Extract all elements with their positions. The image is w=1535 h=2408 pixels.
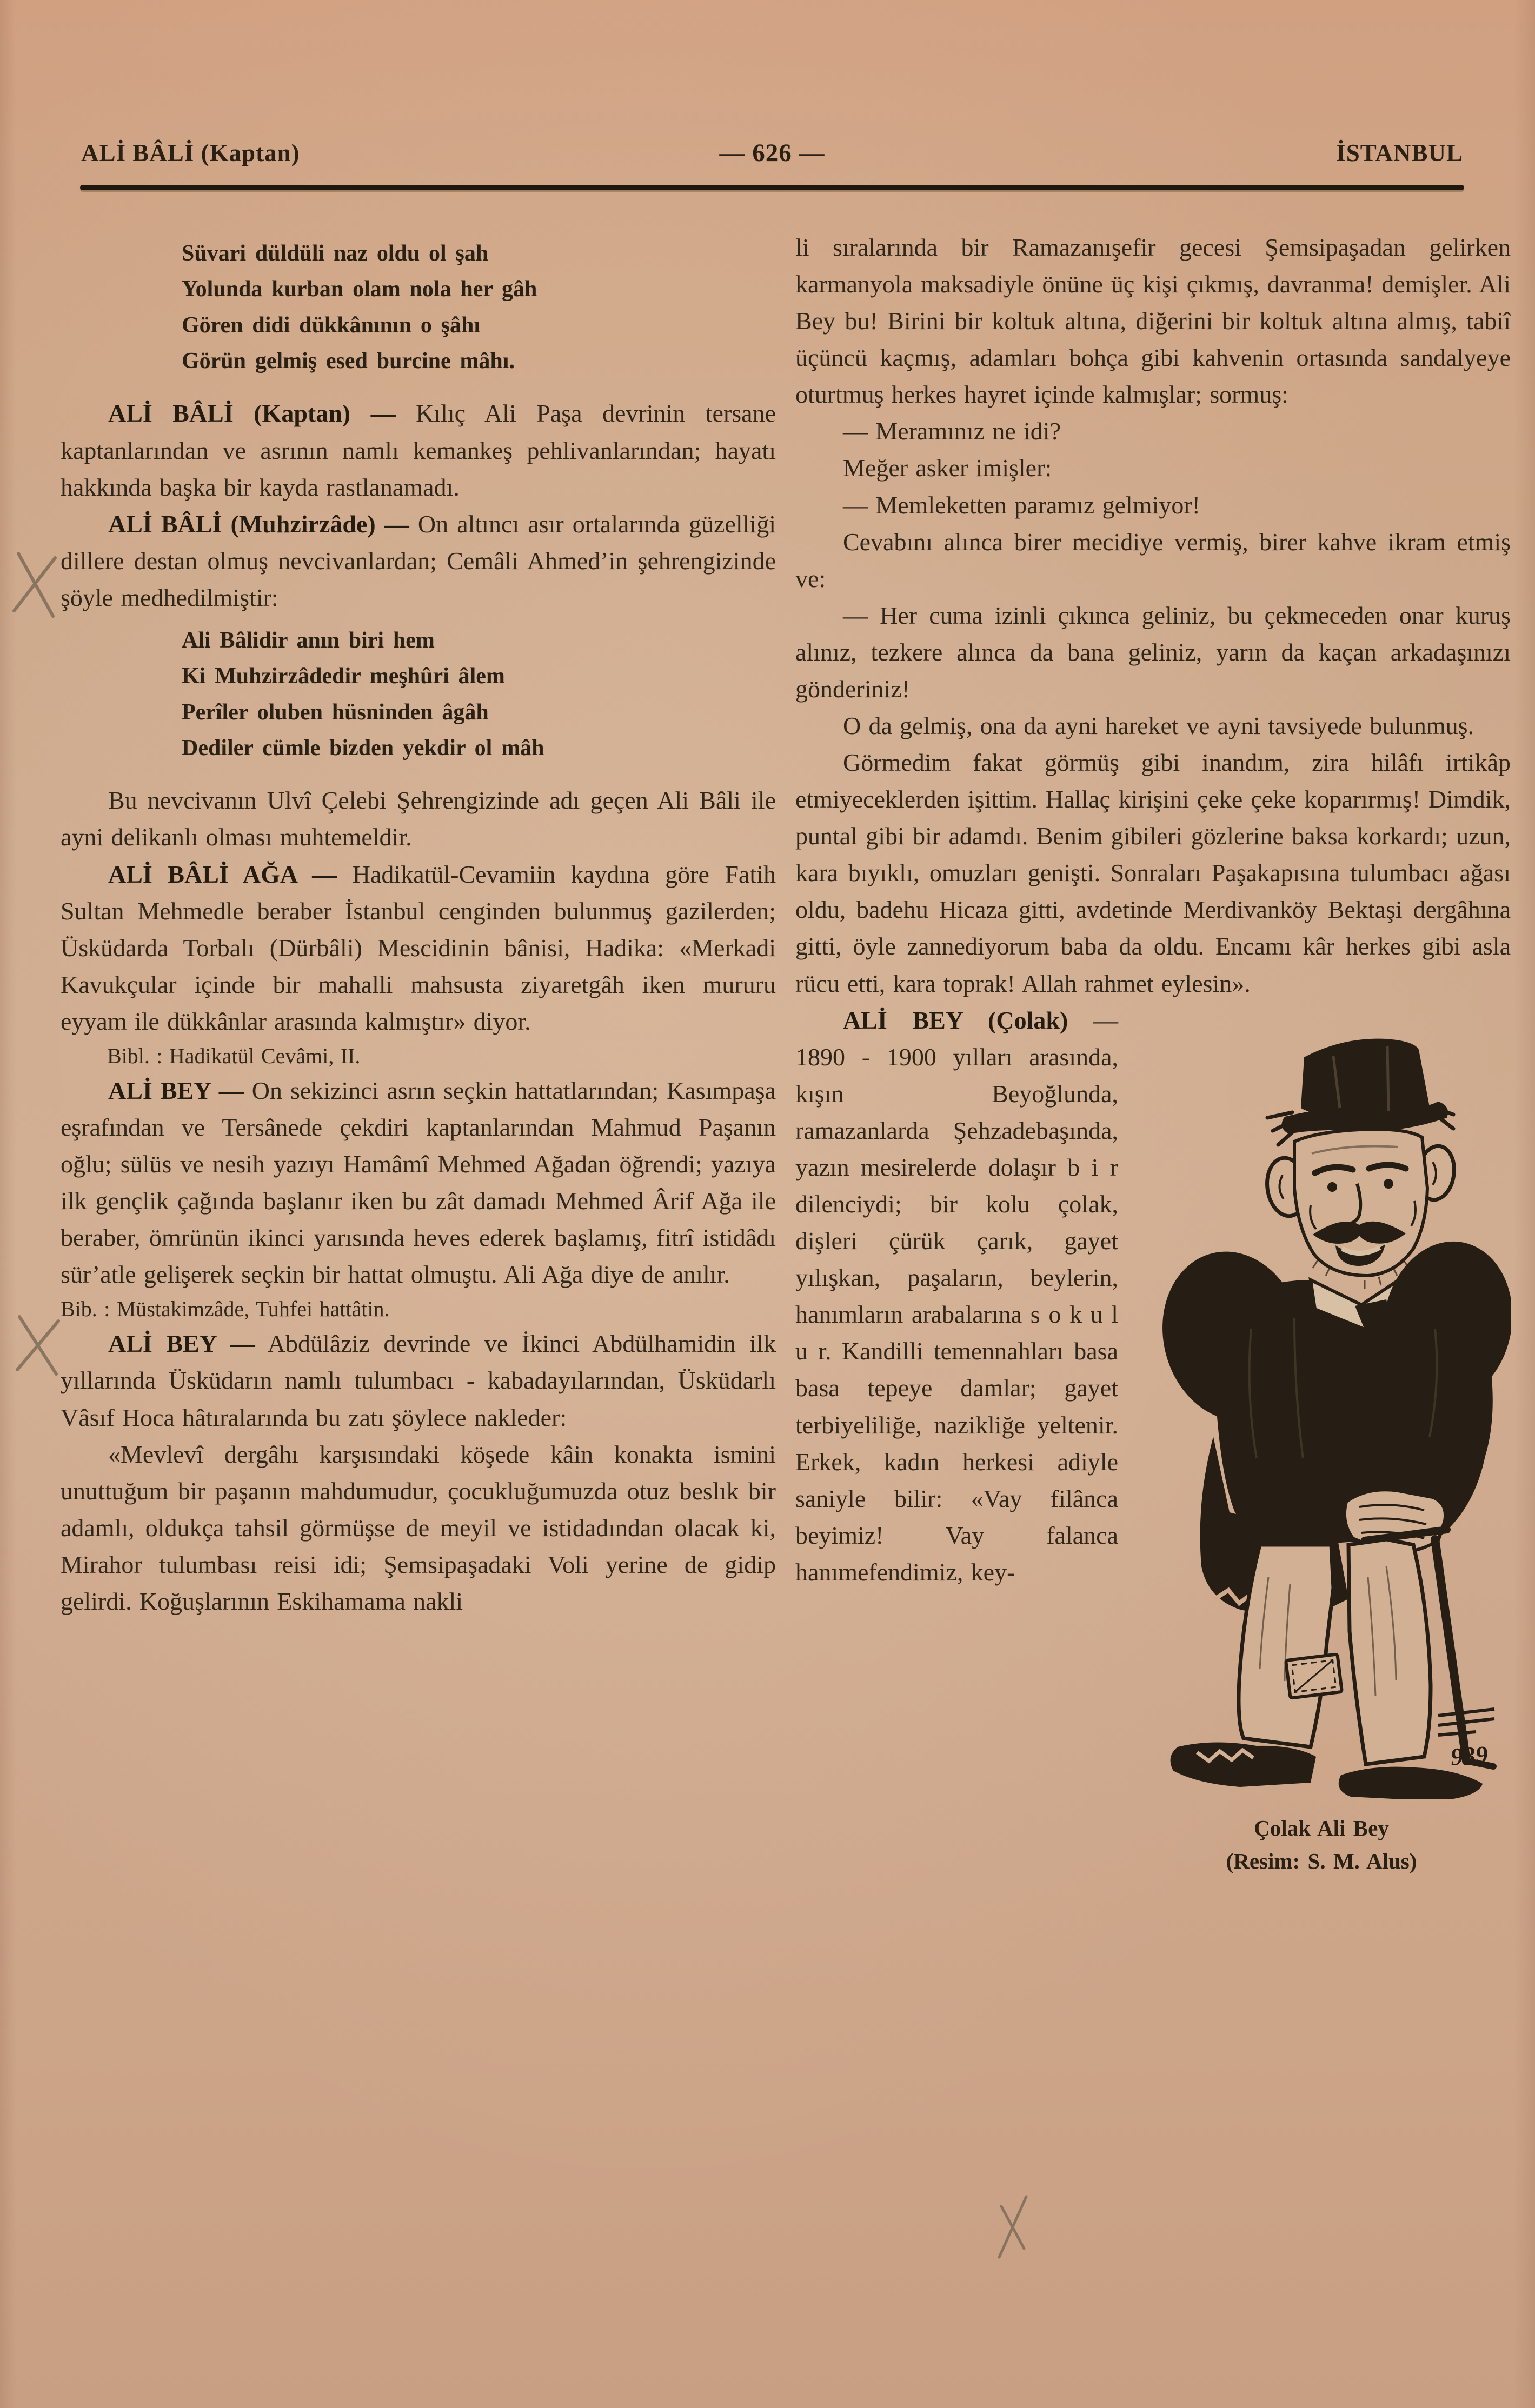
dialogue-line: — Memleketten paramız gelmiyor! bbox=[843, 491, 1200, 519]
entry-ali-bey-tulumbaci bbox=[61, 1325, 776, 1436]
trouser-patch bbox=[1286, 1654, 1342, 1698]
shoes bbox=[1171, 1742, 1483, 1799]
eye-right bbox=[1384, 1179, 1393, 1189]
paragraph-mevlevi-quote: «Mevlevî dergâhı karşısındaki köşede kâin konakta ismini unuttuğum bir paşanın mahdumudur, çocukluğumuzda otuz beslık bir adamlı, oldukça tahsil görmüşse de meyil ve istidadından olacak ki, Mirahor tulumbası reisi idi; Şemsipaşadaki Voli yerine de gidip gelirdi. Koğuşlarının Eskihamama nakli bbox=[61, 1440, 776, 1615]
page-number: — 626 — bbox=[719, 139, 825, 167]
entry-body: On altıncı asır ortalarında güzelliği dillere destan olmuş nevcivanlardan; Cemâli Ahmed’in şehrengizinde şöyle medhedilmiştir: bbox=[61, 510, 776, 611]
entry-headword: ALİ BÂLİ AĞA — bbox=[108, 860, 337, 888]
poem-kaptan bbox=[61, 236, 776, 379]
header-rule bbox=[80, 185, 1464, 190]
running-title-left: ALİ BÂLİ (Kaptan) bbox=[81, 139, 300, 166]
entry-headword: ALİ BEY — bbox=[108, 1076, 244, 1104]
bibliography-line: Bib. : Müstakimzâde, Tuhfei hattâtin. bbox=[61, 1297, 390, 1322]
caption-subject: Çolak Ali Bey bbox=[1254, 1815, 1389, 1840]
entry-headword: ALİ BEY — bbox=[108, 1330, 255, 1358]
figure-caption bbox=[1132, 1812, 1511, 1878]
entry-ali-bali-kaptan bbox=[61, 395, 776, 505]
paragraph-oda: O da gelmiş, ona da ayni hareket ve ayni tavsiyede bulunmuş. bbox=[843, 712, 1474, 740]
left-column bbox=[61, 229, 776, 1878]
poem-line: Süvari düldüli naz oldu ol şah bbox=[182, 241, 489, 266]
caption-credit: (Resim: S. M. Alus) bbox=[1226, 1849, 1417, 1874]
entry-body: — 1890 - 1900 yılları arasında, kışın Beyoğlunda, ramazanlarda Şehzadebaşında, yazın mesirelerde dolaşır b i r dilenciydi; bir kolu çolak, dişleri çürük çarık, gayet yılışkan, paşaların, beylerin, hanımların arabalarına s o k u l u r. Kandilli temennahları basa basa tepeye damlar; gayet terbiyeliliğe, nazikliğe yeltenir. Erkek, kadın herkesi adiyle saniyle bilir: «Vay filânca beyimiz! Vay falanca hanımefendimiz, key- bbox=[795, 1006, 1118, 1586]
entry-body: Kılıç Ali Paşa devrinin tersane kaptanlarından ve asrının namlı kemankeş pehlivanlarından; hayatı hakkında başka bir kayda rastlanamadı. bbox=[61, 399, 776, 501]
illustration-figure bbox=[1132, 1026, 1511, 1878]
paragraph-nevcivan: Bu nevcivanın Ulvî Çelebi Şehrengizinde adı geçen Ali Bâli ile ayni delikanlı olması muhtemeldir. bbox=[61, 786, 776, 851]
poem-line: Ali Bâlidir anın biri hem bbox=[182, 628, 435, 653]
entry-ali-bali-aga bbox=[61, 856, 776, 1040]
pencil-x-mark bbox=[10, 549, 62, 621]
pencil-x-mark bbox=[12, 1311, 64, 1378]
paragraph-cevap: Cevabını alınca birer mecidiye vermiş, birer kahve ikram etmiş ve: bbox=[795, 528, 1511, 592]
poem-line: Gören didi dükkânının o şâhı bbox=[182, 312, 481, 338]
text-columns bbox=[61, 229, 1511, 1878]
poem-line: Ki Muhzirzâdedir meşhûri âlem bbox=[182, 664, 505, 689]
dialogue-line: — Meramınız ne idi? bbox=[843, 417, 1061, 445]
poem-line: Yolunda kurban olam nola her gâh bbox=[182, 277, 537, 302]
entry-ali-bali-muhzirzade bbox=[61, 506, 776, 616]
signature-939: 939 bbox=[1450, 1740, 1489, 1771]
colak-ali-bey-caricature bbox=[1132, 1026, 1511, 1799]
entry-body: On sekizinci asrın seçkin hattatlarından; Kasımpaşa eşrafından ve Tersânede çekdiri kaptanlarından Mahmud Paşanın oğlu; sülüs ve nesih yazıyı Hamâmî Mehmed Ağadan öğrendi; yazıya ilk gençlik çağında başlanır iken bu zât damadı Mehmed Ârif Ağa ile beraber, ömrünün ikinci yarısında heves ederek başlamış, fitrî istidâdı sür’atle gelişerek seçkin bir hattat olmuştu. Ali Ağa diye de anılır. bbox=[61, 1076, 776, 1289]
poem-muhzirzade bbox=[61, 623, 776, 766]
poem-line: Perîler oluben hüsninden âgâh bbox=[182, 699, 489, 725]
paragraph-gormedim: Görmedim fakat görmüş gibi inandım, zira hilâfı irtikâp etmiyeceklerden işittim. Hallaç kirişini çeke çeke koparırmış! Dimdik, puntal gibi bir adamdı. Benim gibileri gözlerine baksa korkardı; uzun, kara bıyıklı, omuzları genişti. Sonraları Paşakapısına tulumbacı ağası oldu, badehu Hicaza gitti, avdetinde Merdivanköy Bektaşi dergâhına gitti, öyle zannediyorum baba da oldu. Encamı kâr herkes gibi asla rücu etti, kara toprak! Allah rahmet eylesin». bbox=[795, 749, 1511, 997]
paragraph-meger: Meğer asker imişler: bbox=[843, 454, 1052, 482]
dialogue-line: — Her cuma izinli çıkınca geliniz, bu çekmeceden onar kuruş alınız, tezkere alınca da bana geliniz, yarın da kaçan arkadaşınızı gönderiniz! bbox=[795, 601, 1511, 703]
pencil-x-mark bbox=[993, 2192, 1034, 2263]
poem-line: Görün gelmiş esed burcine mâhı. bbox=[182, 349, 515, 374]
running-title-right: İSTANBUL bbox=[1336, 139, 1463, 166]
entry-body: Abdülâziz devrinde ve İkinci Abdülhamidin ilk yıllarında Üsküdarın namlı tulumbacı - kabadayılarından, Üsküdarlı Vâsıf Hoca hâtıralarında bu zatı şöylece nakleder: bbox=[61, 1330, 776, 1431]
poem-line: Dediler cümle bizden yekdir ol mâh bbox=[182, 735, 544, 761]
fez-hat bbox=[1282, 1038, 1448, 1133]
entry-ali-bey-hattat bbox=[61, 1072, 776, 1293]
right-column bbox=[795, 229, 1511, 1878]
entry-headword: ALİ BEY (Çolak) bbox=[843, 1006, 1068, 1034]
bibliography-line: Bibl. : Hadikatül Cevâmi, II. bbox=[107, 1043, 361, 1068]
running-header bbox=[81, 138, 1463, 168]
paragraph-continuation: li sıralarında bir Ramazanışefir gecesi Şemsipaşadan gelirken karmanyola maksadiyle önüne üç kişi çıkmış, davranma! demişler. Ali Bey bu! Birini bir koltuk altına, diğerini bir koltuk altına almış, tabiî üçüncü kaçmış, adamları bohça gibi kahvenin ortasında sandalyeye oturtmuş herkes hayret içinde kalmışlar; sormuş: bbox=[795, 234, 1511, 409]
entry-body: Hadikatül-Cevamiin kaydına göre Fatih Sultan Mehmedle beraber İstanbul cenginden bulunmuş gazilerden; Üsküdarda Torbalı (Dürbâli) Mescidinin bânisi, Hadika: «Merkadi Kavukçular içinde bir mahalli mahsusta ziyaretgâh iken mururu eyyam ile dükkânlar arasında kalmıştır» diyor. bbox=[61, 860, 776, 1035]
eye-left bbox=[1327, 1182, 1337, 1192]
entry-headword: ALİ BÂLİ (Muhzirzâde) — bbox=[108, 510, 409, 538]
entry-headword: ALİ BÂLİ (Kaptan) — bbox=[108, 399, 396, 428]
